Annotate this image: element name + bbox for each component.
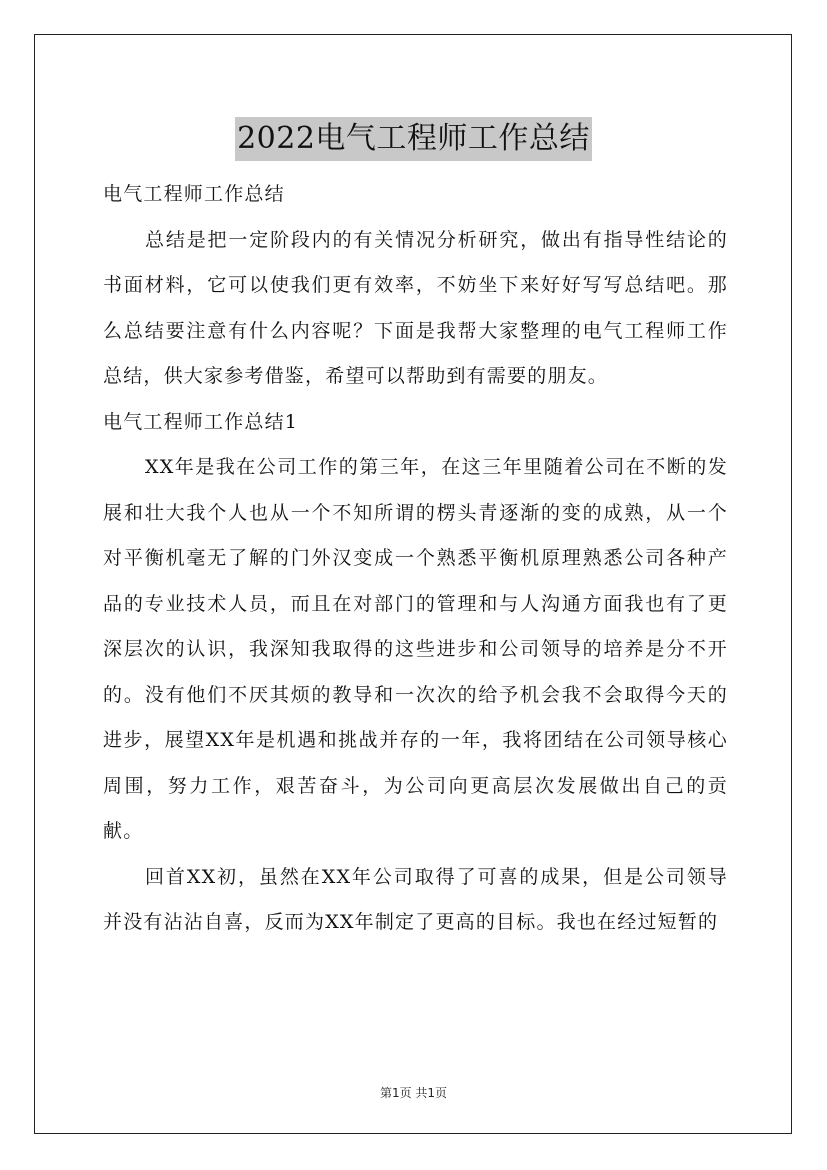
body-paragraph-2: 回首XX初，虽然在XX年公司取得了可喜的成果，但是公司领导并没有沾沾自喜，反而为XX年制定了更高的目标。我也在经过短暂的 [103, 865, 728, 933]
section-heading: 电气工程师工作总结 [103, 183, 285, 205]
document-body [103, 172, 728, 946]
body-paragraph: XX年是我在公司工作的第三年，在这三年里随着公司在不断的发展和壮大我个人也从一个不知所谓的楞头青逐渐的变的成熟，从一个对平衡机毫无了解的门外汉变成一个熟悉平衡机原理熟悉公司各种产品的专业技术人员，而且在对部门的管理和与人沟通方面我也有了更深层次的认识，我深知我取得的这些进步和公司领导的培养是分不开的。没有他们不厌其烦的教导和一次次的给予机会我不会取得今天的进步，展望XX年是机遇和挑战并存的一年，我将团结在公司领导核心周围，努力工作，艰苦奋斗，为公司向更高层次发展做出自己的贡献。 [103, 456, 728, 842]
document-title: 2022电气工程师工作总结 [235, 117, 592, 161]
intro-paragraph: 总结是把一定阶段内的有关情况分析研究，做出有指导性结论的书面材料，它可以使我们更有效率，不妨坐下来好好写写总结吧。那么总结要注意有什么内容呢？下面是我帮大家整理的电气工程师工作总结，供大家参考借鉴，希望可以帮助到有需要的朋友。 [103, 228, 728, 387]
page-footer: 第1页 共1页 [379, 1086, 448, 1100]
section-heading-1: 电气工程师工作总结1 [103, 410, 299, 433]
title-container [0, 97, 827, 181]
